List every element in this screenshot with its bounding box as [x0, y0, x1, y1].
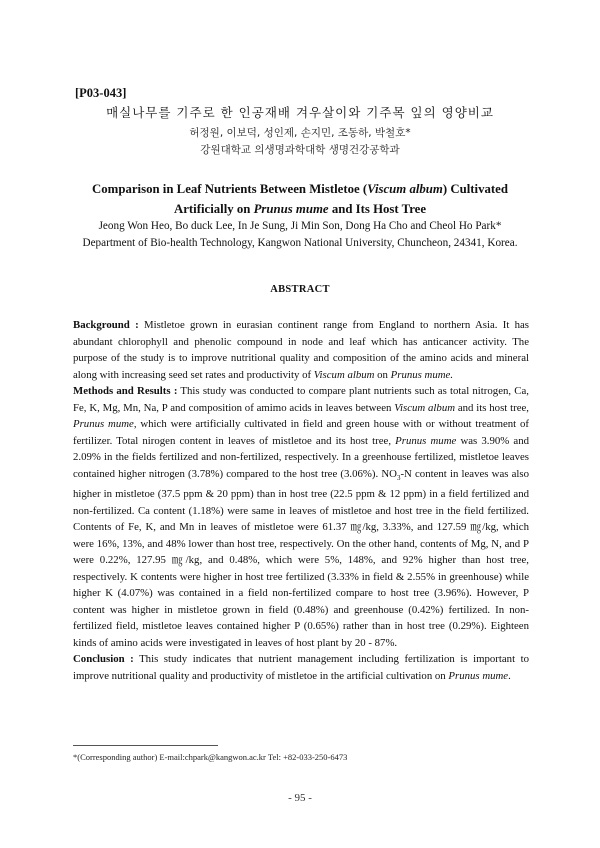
methods-paragraph [73, 383, 529, 651]
korean-authors: 허정원, 이보덕, 성인제, 손지민, 조동하, 박철호* [189, 127, 411, 139]
abstract-heading: ABSTRACT [270, 284, 330, 295]
conclusion-text: . [508, 669, 511, 682]
english-title-species: Viscum album [367, 182, 443, 196]
subscript: 3 [396, 473, 401, 482]
species-name: Viscum album [394, 401, 456, 414]
corresponding-author-footnote: *(Corresponding author) E-mail:chpark@kangwon.ac.kr Tel: +82-033-250-6473 [73, 752, 348, 762]
conclusion-paragraph [73, 651, 529, 684]
korean-affiliation: 강원대학교 의생명과학대학 생명건강공학과 [200, 144, 400, 156]
species-name: Prunus mume [73, 418, 134, 430]
species-name: Prunus mume [395, 434, 457, 447]
english-affiliation: Department of Bio-health Technology, Kangwon National University, Chuncheon, 24341, Korea. [82, 237, 518, 249]
conclusion-text: This study indicates that nutrient management including fertilization is important to improve nutritional quality and productivity of mistletoe in the artificial cultivation on [73, 653, 529, 682]
background-text: on [374, 368, 391, 381]
methods-text: was 3.90% and 2.09% in the fields fertilized and non-fertilized, respectively. In a greenhouse fertilized, mistletoe leaves contained higher nitrogen (3.78%) compared to the host tree (3.06%). NO [73, 434, 529, 480]
species-name: Prunus mume [448, 669, 509, 682]
methods-text: and its host tree, [455, 401, 529, 414]
methods-text: This study was conducted to compare plant nutrients such as total nitrogen, Ca, Fe, K, Mg, Mn, Na, P and composition of amimo acids in leaves between [73, 385, 529, 414]
species-name: Prunus mume. [390, 368, 454, 381]
page-number: - 95 - [288, 792, 312, 804]
methods-text: , which were artificially cultivated in field and green house with or without treatment of fertilizer. Total nirogen content in leaves of mistletoe and its host tree, [73, 418, 529, 447]
abstract-body [73, 317, 529, 684]
background-label: Background : [73, 319, 139, 331]
english-title-part: Artificially on [173, 202, 254, 216]
korean-title: 매실나무를 기주로 한 인공재배 겨우살이와 기주목 잎의 영양비교 [106, 105, 494, 120]
english-title-part: ) Cultivated [442, 182, 508, 196]
species-name: Viscum album [313, 368, 375, 381]
english-title-part: and Its Host Tree [328, 202, 427, 216]
footnote-divider [73, 745, 218, 746]
background-text: Mistletoe grown in eurasian continent range from England to northern Asia. It has abundant chlorophyll and phenolic compound in node and leaf which has anticancer activity. The purpose of the study is to improve nutritional quality and composition of the amino acids and mineral along with increasing seed set rates and productivity of [73, 319, 529, 381]
background-paragraph [73, 317, 529, 383]
methods-text: -N content in leaves was also higher in mistletoe (37.5 ppm & 20 ppm) than in host tree (22.5 ppm & 12 ppm) in a field fertilized and non-fertilized. Ca content (1.18%) were same in leaves of mistletoe and host tree in the field fertilized. Contents of Fe, K, and Mn in leaves of mistletoe were 61.37 ㎎/kg, 3.33%, and 127.59 ㎎/kg, which were 16%, 13%, and 48% lower than host tree, respectively. On the other hand, contents of Mg, N, and P were 0.22%, 127.95 ㎎/kg, and 0.48%, which were 5%, 148%, and 92% higher than host tree, respectively. K contents were higher in host tree fertilized (3.33% in field & 2.55% in greenhouse) while higher K (4.07%) was contained in a field non-fertilized compare to host tree (3.96%). However, P content was higher in mistletoe grown in field (0.48%) and greenhouse (0.42%) fertilized. In non-fertilized field, mistletoe leaves contained higher P (0.65%) rather than in host tree (0.29%). Eighteen kinds of amino acids were investigated in leaves of host plant by 20 - 87%. [73, 467, 529, 649]
conclusion-label: Conclusion : [73, 653, 134, 666]
english-title-species: Prunus mume [253, 202, 329, 216]
english-title [0, 179, 600, 219]
abstract-code: [P03-043] [75, 86, 127, 100]
methods-label: Methods and Results : [73, 385, 178, 397]
english-authors: Jeong Won Heo, Bo duck Lee, In Je Sung, Ji Min Son, Dong Ha Cho and Cheol Ho Park* [98, 220, 502, 232]
english-title-part: Comparison in Leaf Nutrients Between Mistletoe ( [92, 182, 368, 196]
